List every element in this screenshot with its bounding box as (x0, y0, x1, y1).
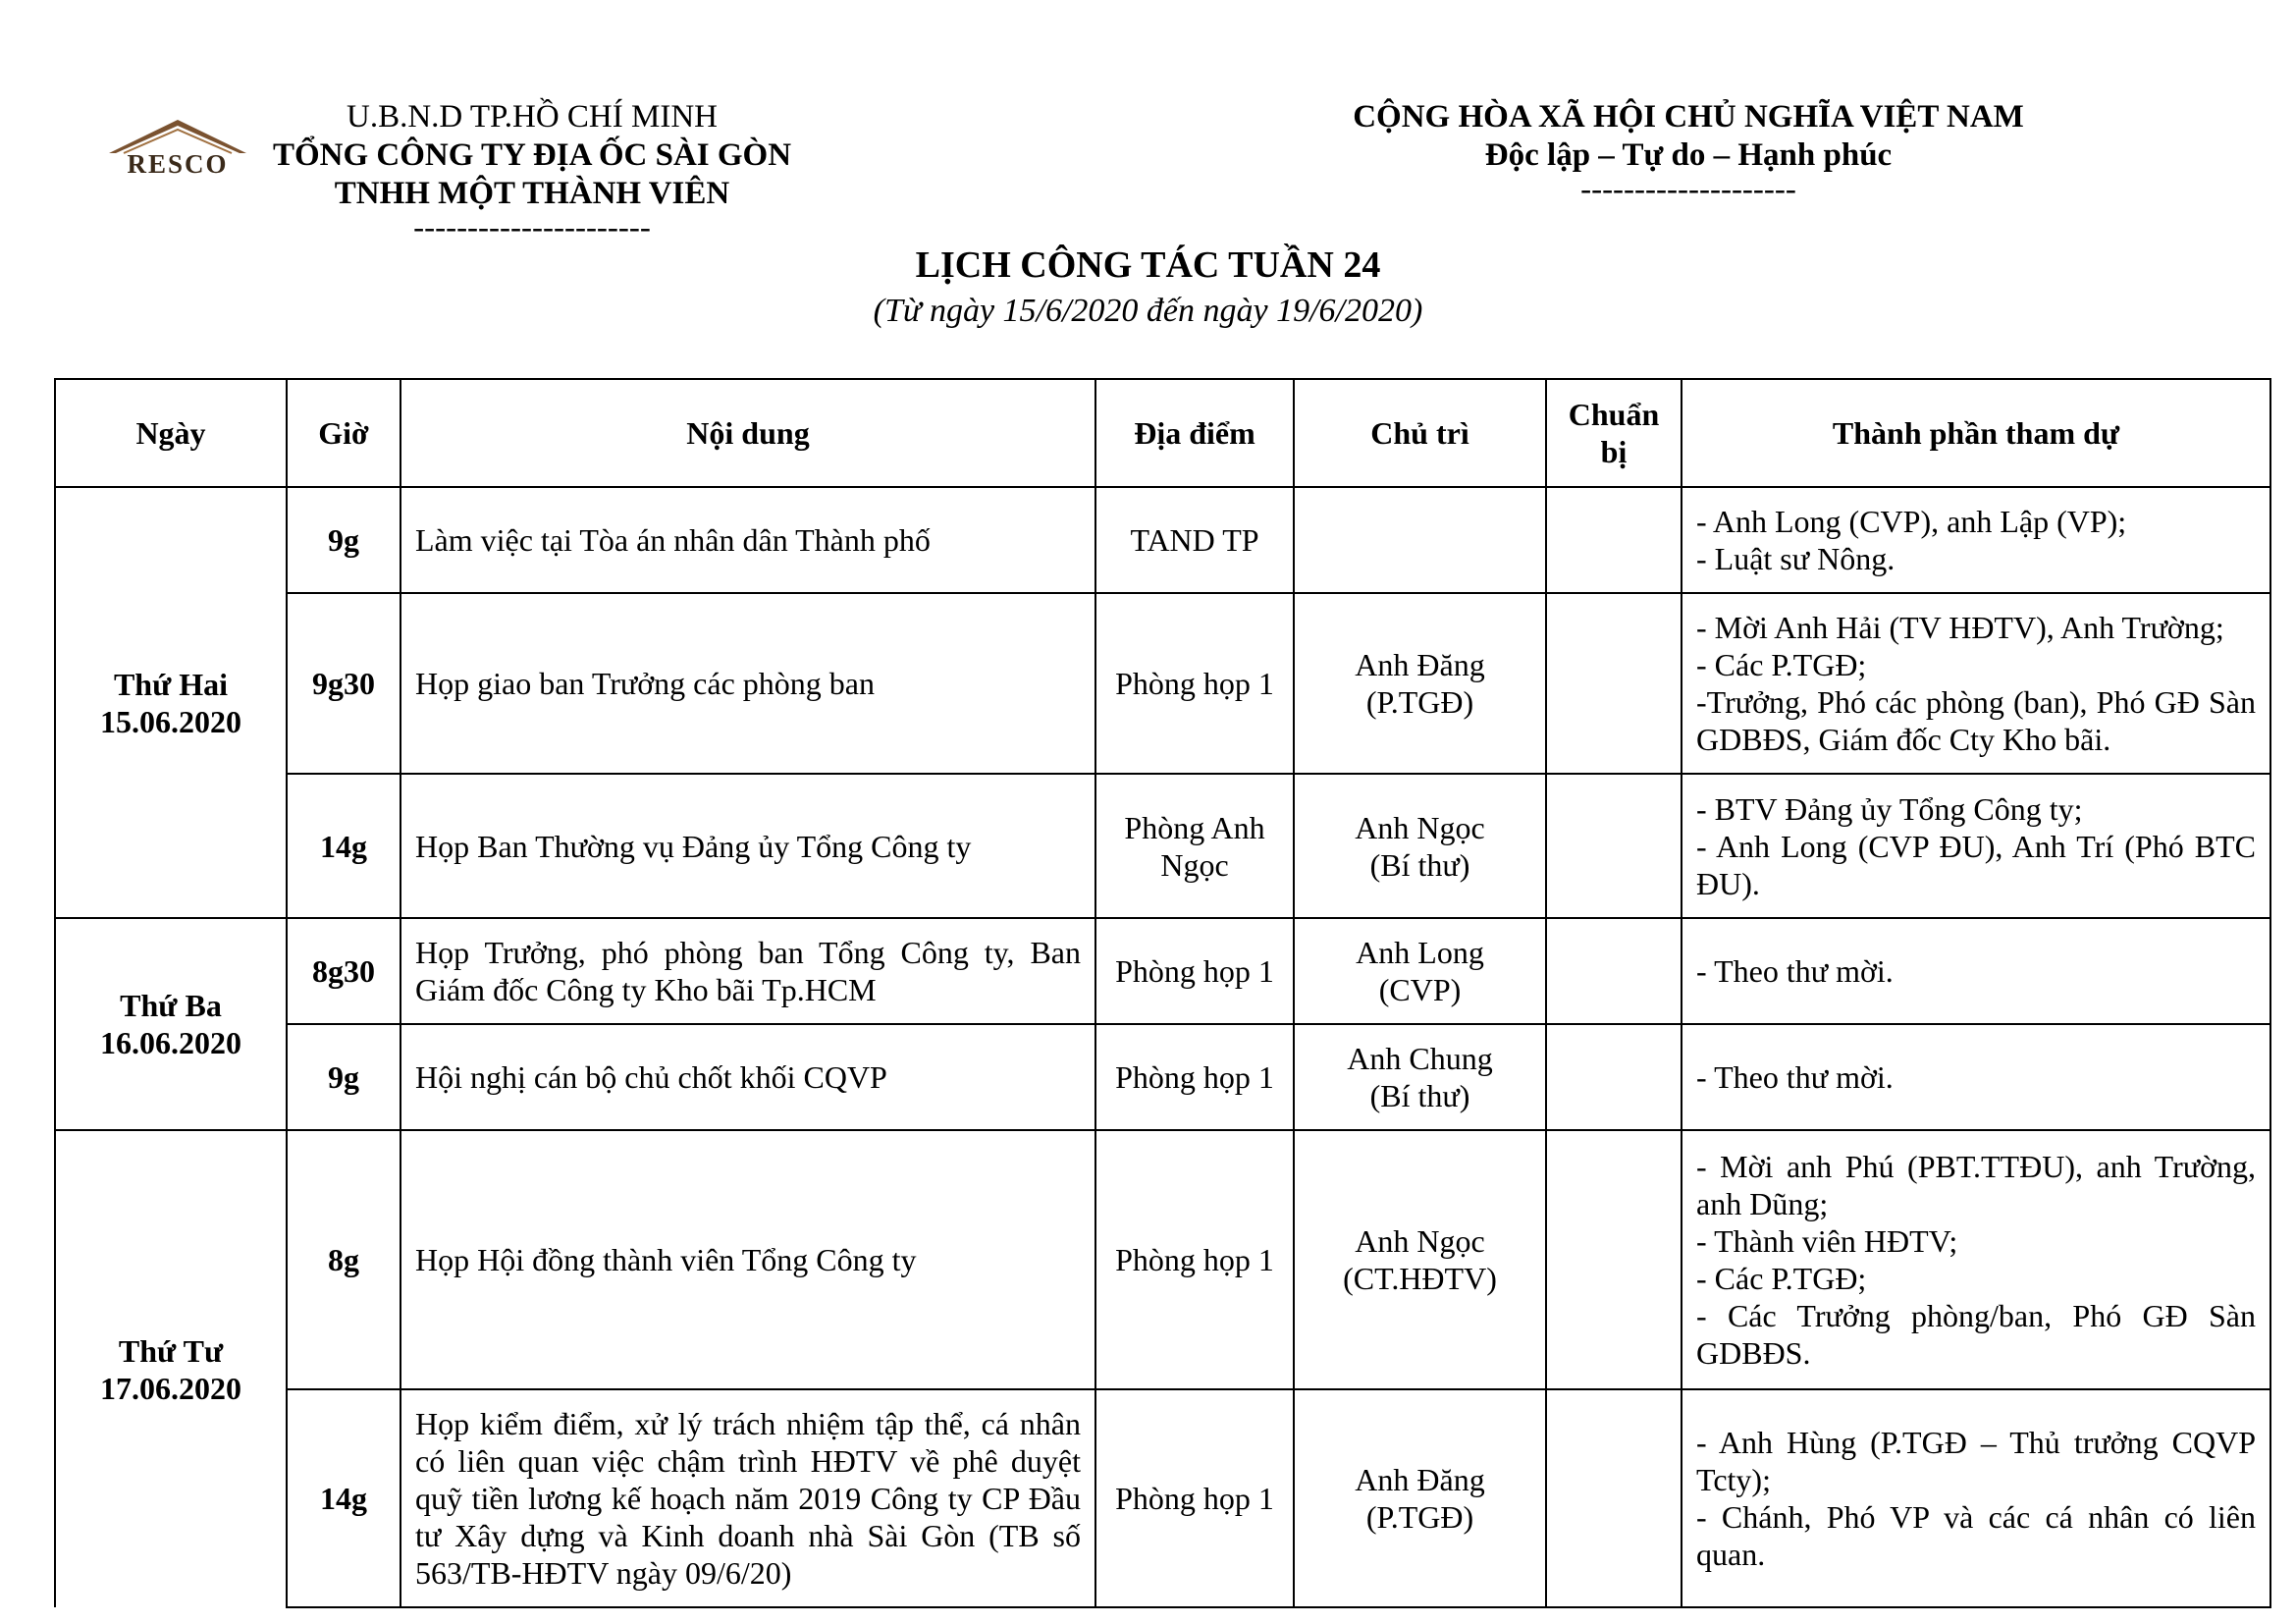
participants-cell (1682, 918, 2270, 1024)
participant-line: - Các Trưởng phòng/ban, Phó GĐ Sàn GDBĐS. (1696, 1298, 2256, 1371)
day-date: 16.06.2020 (100, 1025, 241, 1060)
time-cell: 9g (287, 1024, 400, 1130)
participant-line: -Trưởng, Phó các phòng (ban), Phó GĐ Sàn GDBĐS, Giám đốc Cty Kho bãi. (1696, 684, 2256, 757)
authority-name: U.B.N.D TP.HỒ CHÍ MINH (346, 99, 718, 135)
location-cell: Phòng Anh Ngọc (1095, 774, 1294, 918)
day-name: Thứ Ba (120, 988, 222, 1023)
host-name: Anh Đăng (1355, 1462, 1485, 1497)
col-header-host: Chủ trì (1294, 379, 1546, 487)
location-cell: TAND TP (1095, 487, 1294, 593)
table-row (55, 1024, 2270, 1130)
participants-cell (1682, 1389, 2270, 1607)
content-cell: Họp giao ban Trưởng các phòng ban (400, 593, 1095, 774)
participant-line: - Anh Hùng (P.TGĐ – Thủ trưởng CQVP Tcty); (1696, 1425, 2256, 1497)
participant-line: - Theo thư mời. (1696, 1059, 1894, 1095)
col-header-location: Địa điểm (1095, 379, 1294, 487)
time-cell: 9g30 (287, 593, 400, 774)
participant-line: - Các P.TGĐ; (1696, 1261, 1867, 1296)
participant-line: - Anh Long (CVP ĐU), Anh Trí (Phó BTC ĐU). (1696, 828, 2256, 901)
host-name: Anh Đăng (1355, 647, 1485, 682)
col-header-content: Nội dung (400, 379, 1095, 487)
content-cell: Làm việc tại Tòa án nhân dân Thành phố (400, 487, 1095, 593)
motto: Độc lập – Tự do – Hạnh phúc (1484, 137, 1893, 173)
col-header-day: Ngày (55, 379, 287, 487)
host-name: Anh Ngọc (1355, 1223, 1485, 1259)
participant-line: - Theo thư mời. (1696, 953, 1894, 989)
document-title: LỊCH CÔNG TÁC TUẦN 24 (915, 244, 1381, 286)
participant-line: - Mời anh Phú (PBT.TTĐU), anh Trường, anh Dũng; (1696, 1149, 2256, 1221)
host-cell (1294, 1024, 1546, 1130)
prep-cell (1546, 1130, 1682, 1389)
table-row (55, 1389, 2270, 1607)
time-cell: 14g (287, 774, 400, 918)
participant-line: - Luật sư Nông. (1696, 541, 1896, 576)
country-name: CỘNG HÒA XÃ HỘI CHỦ NGHĨA VIỆT NAM (1353, 99, 2024, 135)
header-right-divider: -------------------- (1580, 172, 1796, 207)
table-row (55, 774, 2270, 918)
host-role: (Bí thư) (1369, 1078, 1470, 1113)
col-header-time: Giờ (287, 379, 400, 487)
day-cell (55, 487, 287, 918)
time-cell: 8g (287, 1130, 400, 1389)
day-date: 17.06.2020 (100, 1370, 241, 1406)
day-name: Thứ Tư (118, 1332, 224, 1369)
table-row (55, 487, 2270, 593)
host-name: Anh Long (1356, 935, 1484, 970)
time-cell: 9g (287, 487, 400, 593)
prep-cell (1546, 1389, 1682, 1607)
company-type: TNHH MỘT THÀNH VIÊN (334, 176, 730, 211)
table-row (55, 918, 2270, 1024)
host-cell (1294, 1389, 1546, 1607)
host-name: Anh Ngọc (1355, 809, 1485, 845)
company-logo (94, 110, 261, 179)
location-cell: Phòng họp 1 (1095, 593, 1294, 774)
host-role: (CT.HĐTV) (1343, 1261, 1497, 1296)
participants-cell (1682, 1024, 2270, 1130)
participant-line: - Thành viên HĐTV; (1696, 1223, 1958, 1259)
time-cell: 8g30 (287, 918, 400, 1024)
participant-line: - Các P.TGĐ; (1696, 647, 1867, 682)
table-header-row (55, 379, 2270, 487)
content-cell: Hội nghị cán bộ chủ chốt khối CQVP (400, 1024, 1095, 1130)
prep-cell (1546, 593, 1682, 774)
day-cell (55, 1130, 287, 1607)
host-role: (Bí thư) (1369, 846, 1470, 883)
location-cell: Phòng họp 1 (1095, 1130, 1294, 1389)
participant-line: - Mời Anh Hải (TV HĐTV), Anh Trường; (1696, 610, 2224, 645)
prep-cell (1546, 1024, 1682, 1130)
participant-line: - BTV Đảng ủy Tổng Công ty; (1696, 790, 2083, 827)
col-header-prep: Chuẩn bị (1546, 379, 1682, 487)
col-header-participants: Thành phần tham dự (1682, 379, 2270, 487)
host-cell (1294, 487, 1546, 593)
host-role: (P.TGĐ) (1365, 1499, 1474, 1535)
content-cell: Họp Hội đồng thành viên Tổng Công ty (400, 1130, 1095, 1389)
header-left-divider: ---------------------- (413, 210, 651, 245)
host-cell (1294, 774, 1546, 918)
logo-text: RESCO (127, 149, 229, 179)
prep-cell (1546, 774, 1682, 918)
content-cell: Họp Trưởng, phó phòng ban Tổng Công ty, Ban Giám đốc Công ty Kho bãi Tp.HCM (400, 918, 1095, 1024)
day-name: Thứ Hai (113, 666, 229, 702)
header-right (1306, 98, 2071, 207)
host-cell (1294, 593, 1546, 774)
prep-cell (1546, 918, 1682, 1024)
host-name: Anh Chung (1347, 1041, 1493, 1076)
location-cell: Phòng họp 1 (1095, 1389, 1294, 1607)
time-cell: 14g (287, 1389, 400, 1607)
table-row (55, 1130, 2270, 1389)
table-row (55, 593, 2270, 774)
participants-cell (1682, 1130, 2270, 1389)
document-subtitle: (Từ ngày 15/6/2020 đến ngày 19/6/2020) (873, 293, 1423, 329)
prep-cell (1546, 487, 1682, 593)
host-role: (CVP) (1378, 972, 1462, 1007)
host-role: (P.TGĐ) (1365, 684, 1474, 720)
participants-cell (1682, 487, 2270, 593)
company-name: TỔNG CÔNG TY ĐỊA ỐC SÀI GÒN (272, 137, 792, 173)
content-cell: Họp Ban Thường vụ Đảng ủy Tổng Công ty (400, 774, 1095, 918)
host-cell (1294, 918, 1546, 1024)
participant-line: - Anh Long (CVP), anh Lập (VP); (1696, 504, 2127, 539)
day-date: 15.06.2020 (100, 703, 241, 739)
participants-cell (1682, 774, 2270, 918)
schedule-table (54, 378, 2271, 1608)
day-cell (55, 918, 287, 1130)
location-cell: Phòng họp 1 (1095, 918, 1294, 1024)
header-left (247, 98, 817, 243)
host-cell (1294, 1130, 1546, 1389)
participant-line: - Chánh, Phó VP và các cá nhân có liên quan. (1696, 1499, 2256, 1572)
location-cell: Phòng họp 1 (1095, 1024, 1294, 1130)
participants-cell (1682, 593, 2270, 774)
content-cell: Họp kiểm điểm, xử lý trách nhiệm tập thể, cá nhân có liên quan việc chậm trình HĐTV về phê duyệt quỹ tiền lương kế hoạch năm 2019 Công ty CP Đầu tư Xây dựng và Kinh doanh nhà Sài Gòn (TB số 563/TB-HĐTV ngày 09/6/20) (400, 1389, 1095, 1607)
